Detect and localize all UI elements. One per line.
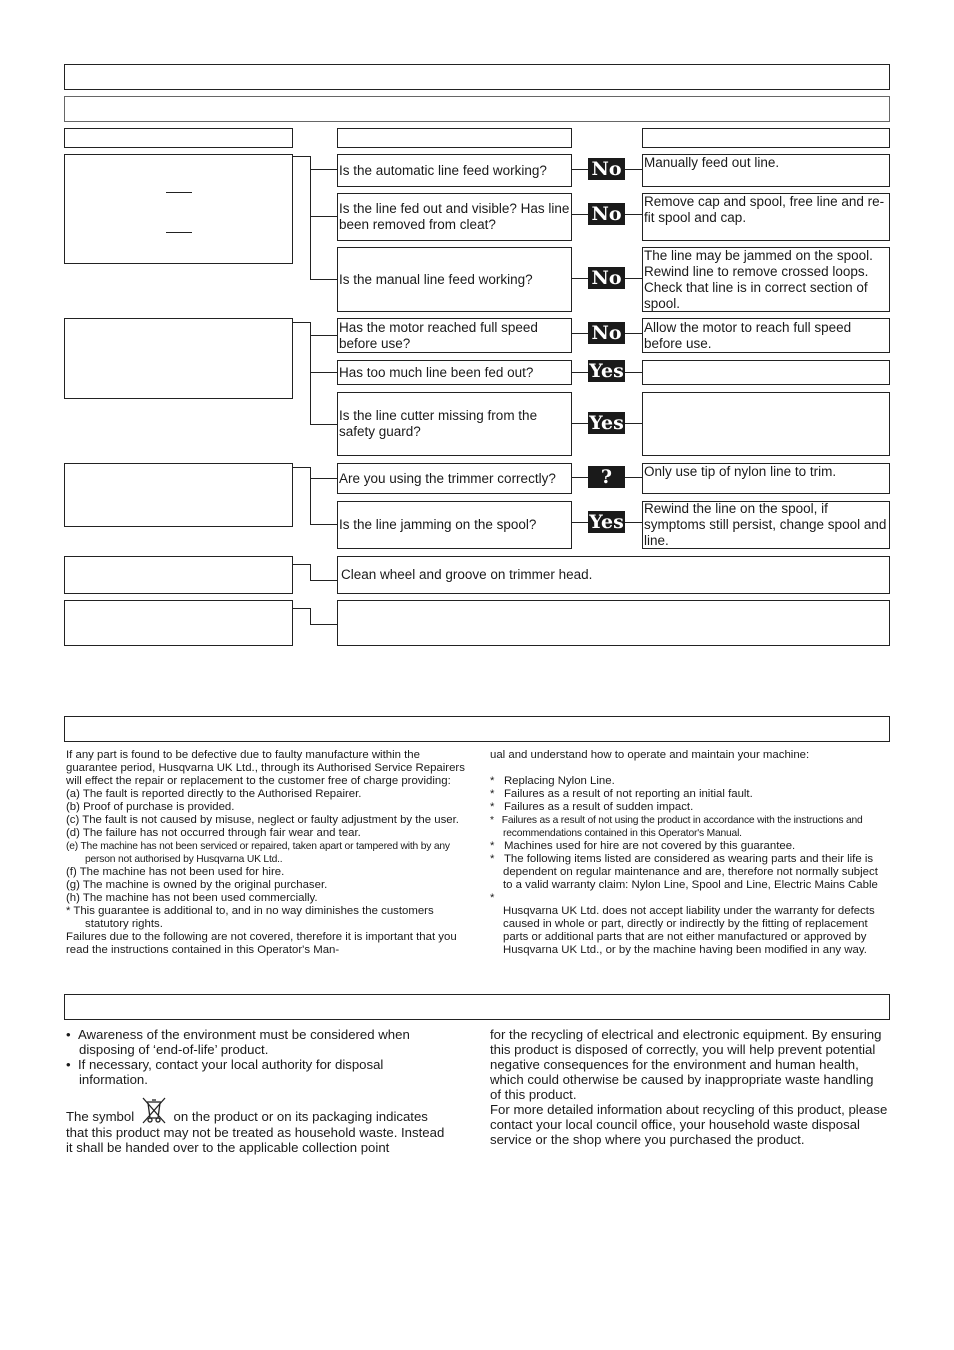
- remedy-text: Manually feed out line.: [644, 155, 780, 170]
- crossed-out-bin-icon: [139, 1095, 169, 1125]
- connector: [293, 608, 310, 609]
- check-question: [337, 392, 572, 456]
- connector: [310, 335, 337, 336]
- guarantee-condition: (h) The machine has not been used commercially.: [66, 892, 318, 904]
- guarantee-condition: (e) The machine has not been serviced or repaired, taken apart or tampered with by any person not authorised by Husqvarna UK Ltd..: [66, 841, 450, 865]
- result-badge: No: [588, 158, 625, 180]
- connector: [310, 467, 311, 524]
- environment-bullet: • If necessary, contact your local authority for disposal information.: [66, 1057, 384, 1087]
- question-text: Is the line jamming on the spool?: [339, 517, 537, 532]
- connector: [310, 322, 311, 424]
- exclusion-text: Replacing Nylon Line.: [503, 775, 615, 787]
- remedy-box-wide: [337, 556, 890, 594]
- guarantee-header-bar: [64, 716, 890, 742]
- symbol-text: The symbol: [66, 1109, 135, 1124]
- bullet-text: If necessary, contact your local authority for disposal information.: [77, 1057, 384, 1087]
- guarantee-exclusion: * Machines used for hire are not covered by this guarantee.: [490, 840, 796, 852]
- remedy-box: [642, 193, 890, 241]
- environment-paragraph: for the recycling of electrical and electronic equipment. By ensuring this product is disposed of correctly, you will help prevent potential negative consequences for the environment and human health, which could otherwise be caused by inappropriate waste handling of this product.: [490, 1027, 882, 1102]
- connector: [310, 424, 337, 425]
- result-badge: Yes: [589, 360, 624, 382]
- remedy-box: [642, 392, 890, 456]
- exclusion-text: The following items listed are considered as wearing parts and their life is dependent on regular maintenance and are, therefore not normally subject to a valid warranty claim: Nylon Line, Spool and Line, Electric Mains Cable: [503, 853, 878, 891]
- check-question: [337, 360, 572, 385]
- connector: [310, 279, 337, 280]
- environment-paragraph: For more detailed information about recycling of this product, please contact your local council office, your household waste disposal service or the shop where you purchased the product.: [490, 1102, 888, 1147]
- problem-box-4: [64, 556, 293, 594]
- guarantee-exclusion: * Failures as a result of not reporting an initial fault.: [490, 788, 753, 800]
- remedy-box: [642, 463, 890, 494]
- underline-mark: [166, 232, 192, 233]
- guarantee-condition: (f) The machine has not been used for hire.: [66, 866, 285, 878]
- result-badge: No: [588, 322, 625, 344]
- connector: [293, 322, 310, 323]
- guarantee-condition: (b) Proof of purchase is provided.: [66, 801, 235, 813]
- question-text: Has the motor reached full speed before use?: [339, 319, 538, 351]
- guarantee-exclusion: * The following items listed are considered as wearing parts and their life is dependent on regular maintenance and are, therefore not normally subject to a valid warranty claim: Nylon Line, Spool and Line, Electric Mains Cable: [490, 853, 878, 891]
- guarantee-paragraph: If any part is found to be defective due to faulty manufacture within the guarantee period, Husqvarna UK Ltd., through its Authorised Service Repairers will effect the repair or replacement to the customer free of charge providing:: [66, 749, 465, 787]
- guarantee-paragraph: Failures due to the following are not covered, therefore it is important that you read the instructions contained in this Operator's Man-: [66, 931, 457, 956]
- check-question: [337, 154, 572, 187]
- guarantee-paragraph: ual and understand how to operate and maintain your machine:: [490, 749, 810, 761]
- guarantee-left-column: [66, 749, 466, 957]
- exclusion-text: Machines used for hire are not covered by this guarantee.: [503, 840, 796, 852]
- spacer: [490, 762, 890, 775]
- guarantee-exclusion: * Failures as a result of not using the product in accordance with the instructions and recommendations contained in this Operator's Manual.: [490, 815, 863, 839]
- underline-mark: [166, 192, 192, 193]
- remedy-text: Rewind the line on the spool, if symptoms still persist, change spool and line.: [644, 501, 887, 548]
- environment-bullet: • Awareness of the environment must be considered when disposing of ‘end-of-life’ product.: [66, 1027, 410, 1057]
- section-subtitle-bar: [64, 96, 890, 122]
- problem-box-1: [64, 154, 293, 264]
- problem-box-2: [64, 318, 293, 399]
- connector: [310, 216, 337, 217]
- connector: [293, 564, 310, 565]
- symbol-text: on the product or on its packaging indicates that this product may not be treated as household waste. Instead it shall be handed over to the applicable collection point: [66, 1109, 445, 1155]
- guarantee-note: * This guarantee is additional to, and in no way diminishes the customers statutory rights.: [66, 905, 434, 930]
- exclusion-text: Failures as a result of sudden impact.: [503, 801, 694, 813]
- question-text: Has too much line been fed out?: [339, 364, 534, 380]
- connector: [310, 580, 337, 581]
- environment-right-column: [490, 1027, 888, 1147]
- remedy-box-wide: [337, 600, 890, 646]
- question-text: Is the line fed out and visible? Has line been removed from cleat?: [339, 201, 570, 232]
- section-title-bar: [64, 64, 890, 90]
- check-question: [337, 318, 572, 353]
- problem-box-5: [64, 600, 293, 646]
- check-question: [337, 247, 572, 312]
- column-header-check: [337, 128, 572, 148]
- check-question: [337, 193, 572, 241]
- guarantee-closing: Husqvarna UK Ltd. does not accept liability under the warranty for defects caused in whole or part, directly or indirectly by the fitting of replacement parts or additional parts that are not either manufactured or approved by Husqvarna UK Ltd., or by the machine having been modified in any way.: [503, 905, 875, 956]
- problem-box-3: [64, 463, 293, 527]
- result-badge: No: [588, 267, 625, 289]
- remedy-box: [642, 318, 890, 353]
- connector: [293, 467, 310, 468]
- remedy-text: Allow the motor to reach full speed before use.: [644, 319, 852, 351]
- connector: [310, 608, 311, 624]
- connector: [310, 624, 337, 625]
- connector: [310, 478, 337, 479]
- remedy-box: [642, 360, 890, 385]
- connector: [293, 156, 310, 157]
- environment-header-bar: [64, 994, 890, 1020]
- question-text: Is the manual line feed working?: [339, 271, 533, 287]
- remedy-box: [642, 154, 890, 187]
- guarantee-right-column: [490, 749, 890, 957]
- guarantee-exclusion: * Failures as a result of sudden impact.: [490, 801, 694, 813]
- question-text: Are you using the trimmer correctly?: [339, 470, 556, 486]
- remedy-box: [642, 501, 890, 549]
- question-text: Is the automatic line feed working?: [339, 162, 547, 178]
- symbol-paragraph: [66, 1095, 450, 1155]
- remedy-text: Clean wheel and groove on trimmer head.: [341, 567, 593, 582]
- guarantee-exclusion-marker: *: [490, 892, 495, 904]
- exclusion-text: Failures as a result of not reporting an initial fault.: [503, 788, 753, 800]
- column-header-remedy: [642, 128, 890, 148]
- result-badge: Yes: [589, 511, 624, 533]
- check-question: [337, 463, 572, 494]
- bullet-text: Awareness of the environment must be considered when disposing of ‘end-of-life’ product.: [77, 1027, 410, 1057]
- connector: [310, 372, 337, 373]
- result-badge: No: [588, 203, 625, 225]
- remedy-text: Only use tip of nylon line to trim.: [644, 464, 837, 479]
- guarantee-exclusion: * Replacing Nylon Line.: [490, 775, 615, 787]
- environment-left-column: [66, 1027, 450, 1155]
- guarantee-condition: (a) The fault is reported directly to the Authorised Repairer.: [66, 788, 362, 800]
- column-header-problem: [64, 128, 293, 148]
- remedy-box: [642, 247, 890, 312]
- remedy-text: Remove cap and spool, free line and re-fit spool and cap.: [644, 194, 885, 225]
- result-badge: ?: [588, 466, 625, 488]
- result-badge: Yes: [589, 412, 624, 434]
- guarantee-condition: (c) The fault is not caused by misuse, neglect or faulty adjustment by the user.: [66, 814, 459, 826]
- guarantee-condition: (d) The failure has not occurred through fair wear and tear.: [66, 827, 361, 839]
- connector: [310, 156, 311, 279]
- connector: [310, 169, 337, 170]
- connector: [310, 524, 337, 525]
- exclusion-text: Failures as a result of not using the product in accordance with the instructions and recommendations contained in this Operator's Manual.: [501, 815, 863, 839]
- check-question: [337, 501, 572, 549]
- guarantee-condition: (g) The machine is owned by the original purchaser.: [66, 879, 328, 891]
- question-text: Is the line cutter missing from the safety guard?: [339, 408, 538, 439]
- connector: [310, 564, 311, 580]
- remedy-text: The line may be jammed on the spool. Rewind line to remove crossed loops. Check that line is in correct section of spool.: [644, 247, 873, 311]
